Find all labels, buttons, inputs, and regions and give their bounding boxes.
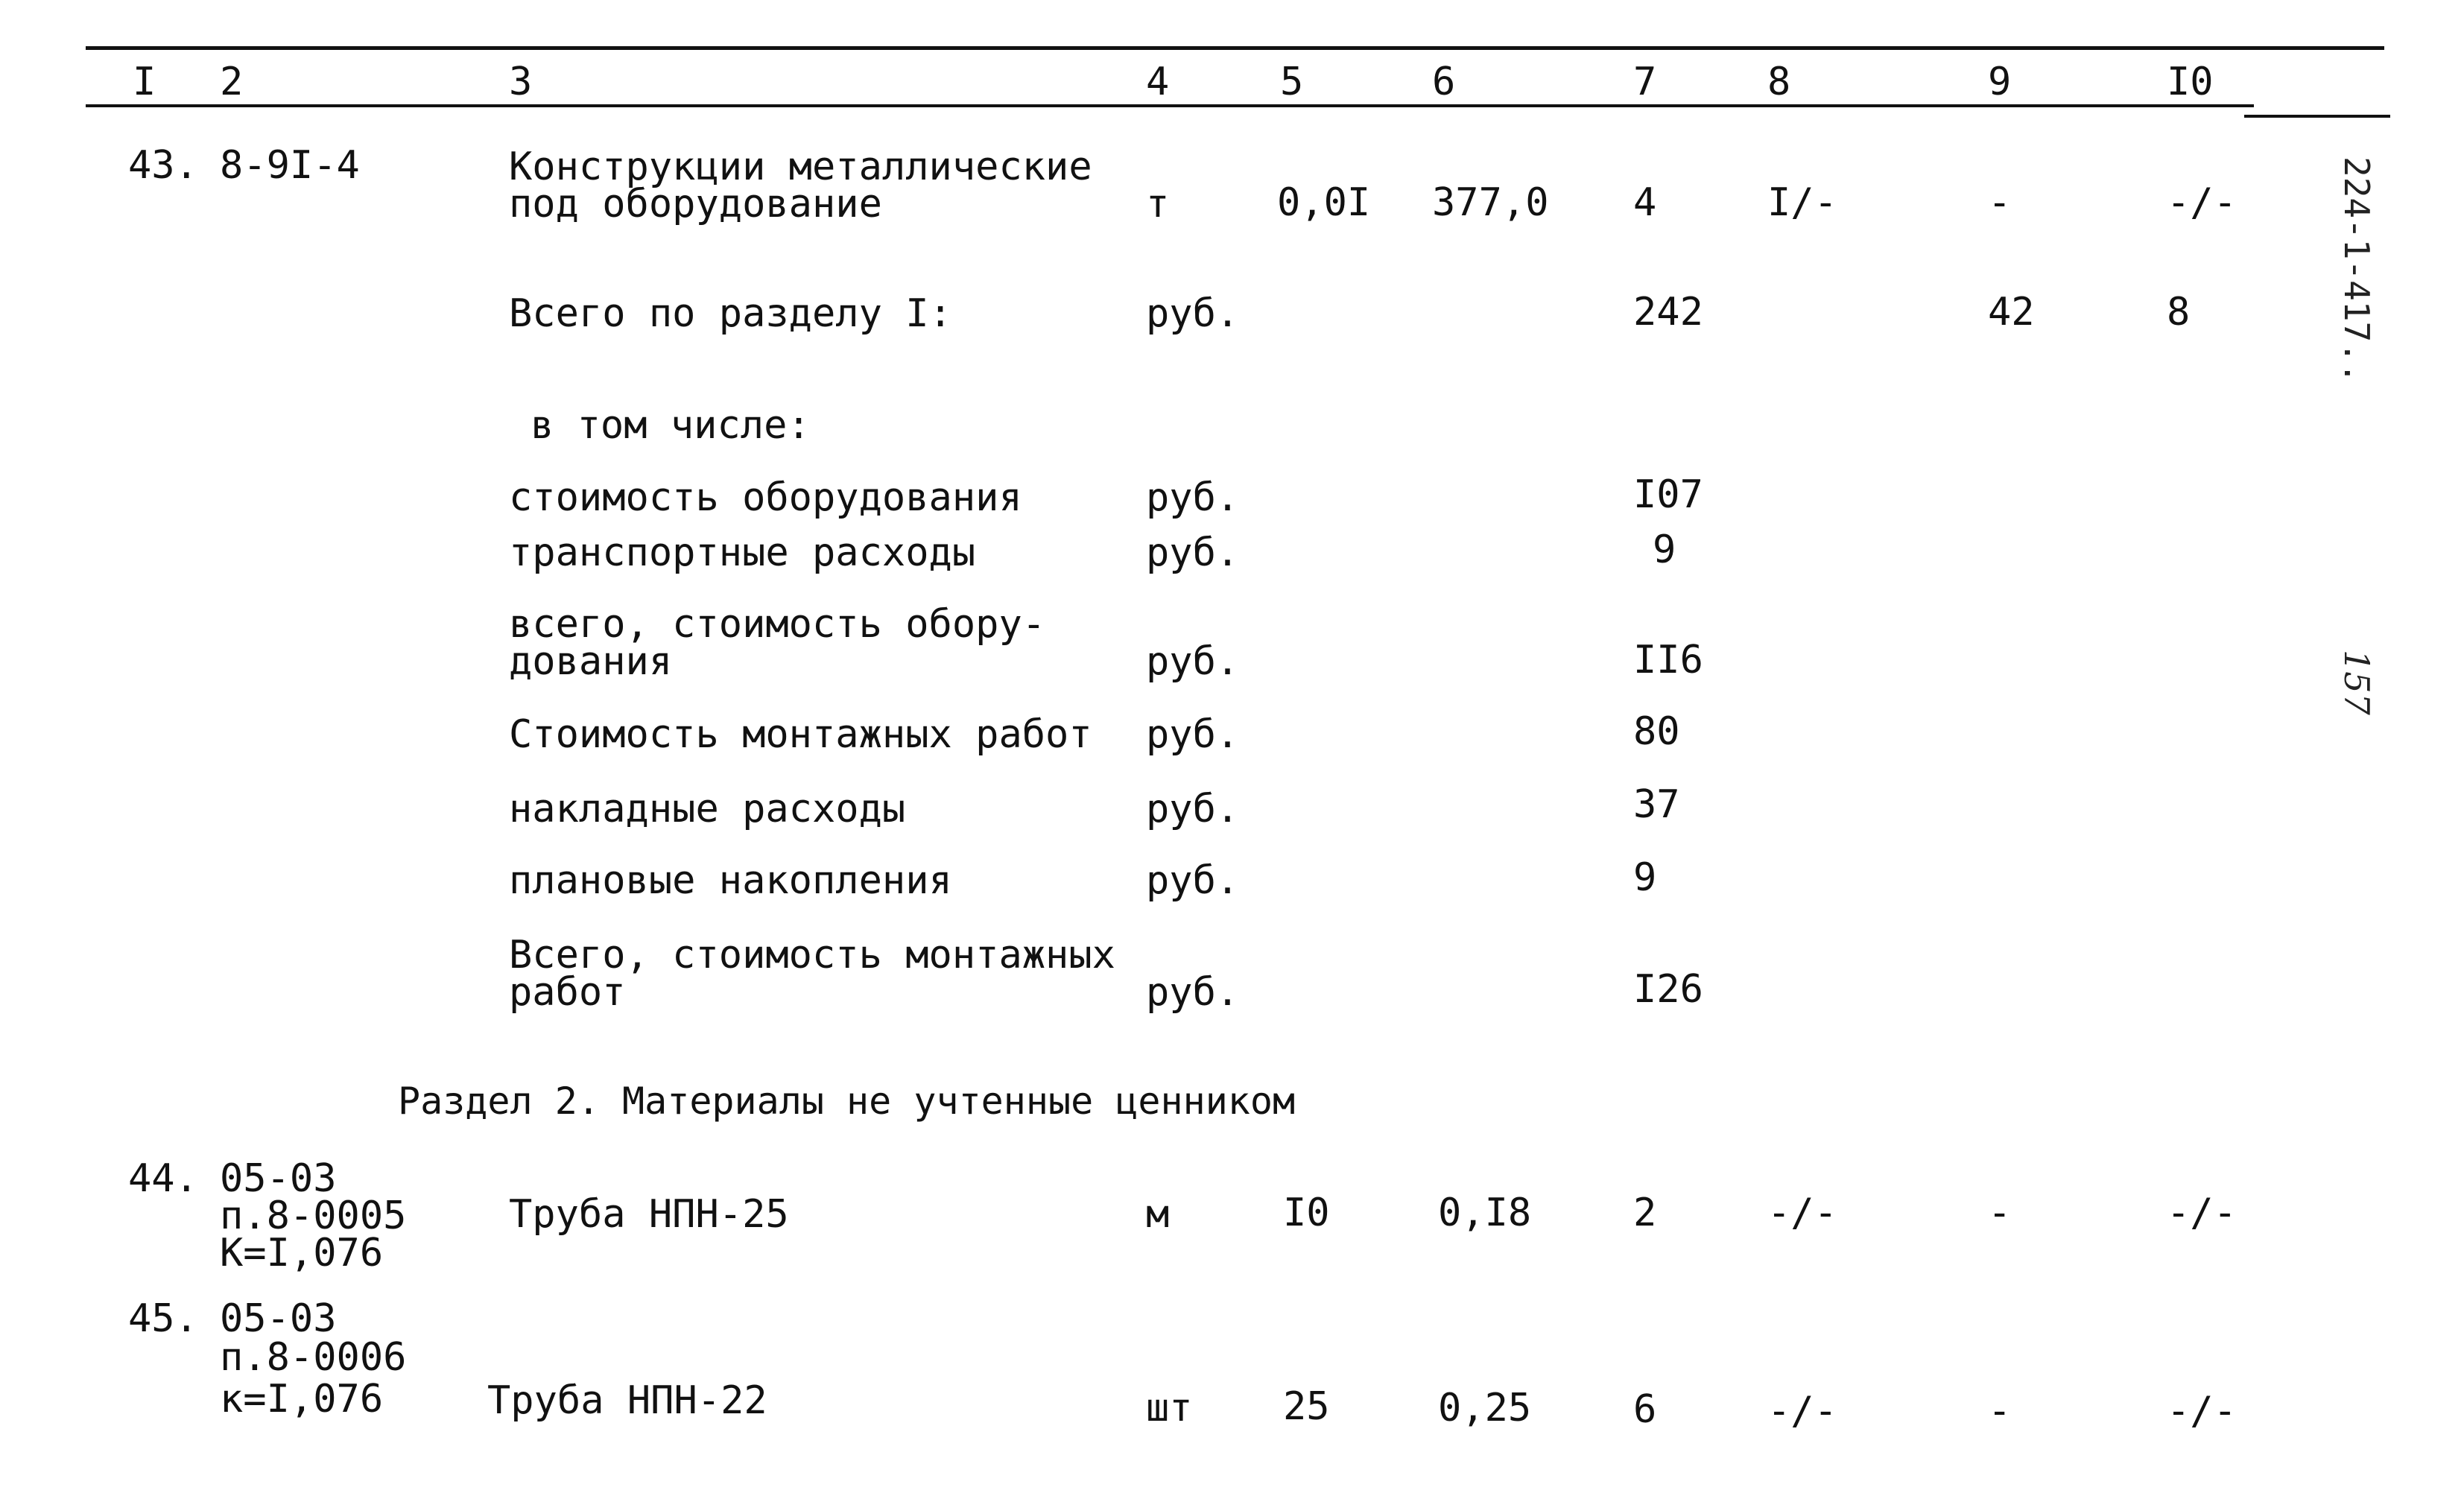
planned-label: плановые накопления [509, 858, 952, 903]
row-44-unit: м [1146, 1192, 1170, 1237]
column-header-4: 4 [1146, 60, 1170, 104]
row-45-col9: - [1988, 1389, 2012, 1433]
row-45-col8: -/- [1767, 1389, 1837, 1433]
planned-value: 9 [1633, 855, 1657, 900]
row-43-number: 43. [128, 143, 198, 188]
section-total-value: 242 [1633, 290, 1703, 335]
row-44-code-line2: п.8-0005 [220, 1194, 407, 1238]
row-43-code: 8-9I-4 [220, 143, 360, 188]
row-45-name: Труба НПН-22 [487, 1378, 767, 1423]
planned-unit: руб. [1146, 858, 1240, 903]
column-header-10: I0 [2167, 60, 2214, 104]
overhead-label: накладные расходы [509, 787, 906, 831]
section-total-unit: руб. [1146, 291, 1240, 336]
row-45-quantity: 25 [1283, 1384, 1330, 1429]
including-label: в том числе: [531, 403, 811, 448]
equipment-total-label-line2: дования [509, 639, 673, 684]
row-45-code-line3: к=I,076 [220, 1377, 384, 1421]
row-43-price: 377,0 [1432, 180, 1549, 225]
row-45-code-line1: 05-03 [220, 1296, 337, 1341]
equipment-total-value: II6 [1633, 638, 1703, 682]
header-top-rule [86, 46, 2384, 50]
row-43-name-line1: Конструкции металлические [509, 145, 1092, 189]
column-header-5: 5 [1280, 60, 1304, 104]
section-total-col10: 8 [2167, 290, 2191, 335]
row-43-col10: -/- [2167, 180, 2237, 225]
section-2-title: Раздел 2. Материалы не учтенные ценником [398, 1080, 1296, 1123]
column-header-7: 7 [1633, 60, 1657, 104]
mount-total-label-line2: работ [509, 970, 626, 1015]
row-44-col10: -/- [2167, 1191, 2237, 1235]
mount-cost-value: 80 [1633, 709, 1680, 754]
header-bottom-rule [86, 104, 2254, 107]
row-45-unit: шт [1146, 1386, 1193, 1430]
mount-cost-label: Стоимость монтажных работ [509, 712, 1092, 757]
row-44-quantity: I0 [1283, 1191, 1330, 1235]
transport-label: транспортные расходы [509, 530, 976, 575]
column-header-3: 3 [509, 60, 533, 104]
margin-page-number: 157 [2337, 650, 2377, 715]
row-43-col8: I/- [1767, 180, 1837, 225]
mount-cost-unit: руб. [1146, 712, 1240, 757]
row-43-quantity: 0,0I [1277, 180, 1371, 225]
row-45-number: 45. [128, 1296, 198, 1341]
row-45-price: 0,25 [1438, 1386, 1532, 1430]
row-44-price: 0,I8 [1438, 1191, 1532, 1235]
header-bottom-rule-right [2244, 115, 2390, 118]
column-header-9: 9 [1988, 60, 2012, 104]
row-44-name: Труба НПН-25 [509, 1192, 789, 1237]
equipment-total-unit: руб. [1146, 639, 1240, 684]
column-header-8: 8 [1767, 60, 1791, 104]
row-45-col10: -/- [2167, 1389, 2237, 1433]
column-header-1: I [133, 60, 156, 104]
column-header-6: 6 [1432, 60, 1456, 104]
equipment-cost-unit: руб. [1146, 475, 1240, 520]
row-45-code-line2: п.8-0006 [220, 1335, 407, 1380]
mount-total-unit: руб. [1146, 970, 1240, 1015]
equipment-total-label-line1: всего, стоимость обору- [509, 602, 1046, 647]
row-43-name-line2: под оборудование [509, 182, 882, 226]
row-44-code-line1: 05-03 [220, 1156, 337, 1201]
row-44-number: 44. [128, 1156, 198, 1201]
overhead-unit: руб. [1146, 787, 1240, 831]
column-header-2: 2 [220, 60, 244, 104]
row-45-total: 6 [1633, 1387, 1657, 1432]
row-44-col9: - [1988, 1191, 2012, 1235]
mount-total-value: I26 [1633, 967, 1703, 1012]
row-43-total: 4 [1633, 180, 1657, 225]
transport-value: 9 [1653, 527, 1676, 572]
row-43-col9: - [1988, 180, 2012, 225]
section-total-label: Всего по разделу I: [509, 291, 952, 336]
overhead-value: 37 [1633, 782, 1680, 827]
section-total-col9: 42 [1988, 290, 2035, 335]
transport-unit: руб. [1146, 530, 1240, 575]
mount-total-label-line1: Всего, стоимость монтажных [509, 933, 1115, 977]
row-44-col8: -/- [1767, 1191, 1837, 1235]
row-44-total: 2 [1633, 1191, 1657, 1235]
row-43-unit: т [1146, 182, 1170, 226]
row-44-code-line3: К=I,076 [220, 1231, 384, 1275]
equipment-cost-value: I07 [1633, 472, 1703, 517]
margin-document-code: 224-1-417.. [2337, 156, 2377, 384]
equipment-cost-label: стоимость оборудования [509, 475, 1022, 520]
